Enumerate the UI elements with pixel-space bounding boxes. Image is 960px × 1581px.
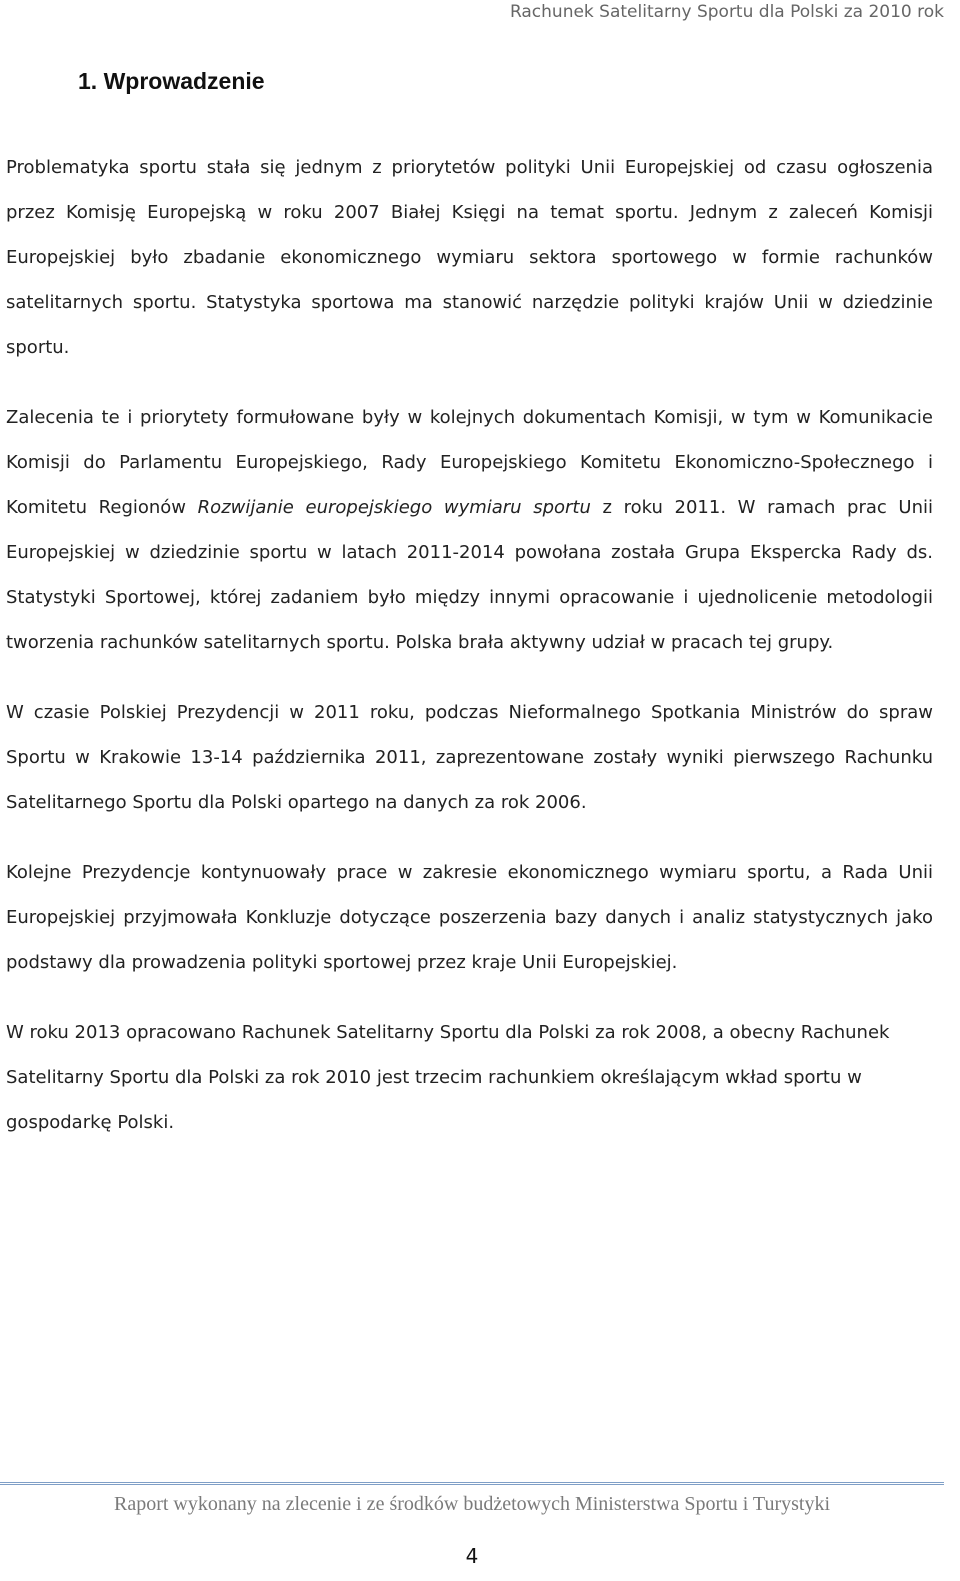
section-title: 1. Wprowadzenie bbox=[78, 68, 265, 94]
paragraph-2 bbox=[6, 395, 933, 665]
footer-text: Raport wykonany na zlecenie i ze środków budżetowych Ministerstwa Sportu i Turystyki bbox=[114, 1493, 830, 1515]
document-title-italic: Rozwijanie europejskiego wymiaru sportu bbox=[197, 497, 591, 518]
paragraph-4: Kolejne Prezydencje kontynuowały prace w zakresie ekonomicznego wymiaru sportu, a Rada Unii Europejskiej przyjmowała Konkluzje dotyczące poszerzenia bazy danych i analiz statystycznych jako podstawy dla prowadzenia polityki sportowej przez kraje Unii Europejskiej. bbox=[6, 862, 933, 973]
paragraph-3: W czasie Polskiej Prezydencji w 2011 roku, podczas Nieformalnego Spotkania Ministrów do spraw Sportu w Krakowie 13-14 października 2011, zaprezentowane zostały wyniki pierwszego Rachunku Satelitarnego Sportu dla Polski opartego na danych za rok 2006. bbox=[6, 702, 933, 813]
footer-divider bbox=[0, 1482, 944, 1485]
paragraph-5: W roku 2013 opracowano Rachunek Satelitarny Sportu dla Polski za rok 2008, a obecny Rachunek Satelitarny Sportu dla Polski za rok 2010 jest trzecim rachunkiem określającym wkład sportu w gospodarkę Polski. bbox=[6, 1022, 890, 1133]
paragraph-2-part-2: z roku 2011. W ramach prac Unii Europejskiej w dziedzinie sportu w latach 2011-2014 powołana została Grupa Ekspercka Rady ds. Statystyki Sportowej, której zadaniem było między innymi opracowanie i ujednolicenie metodologii tworzenia rachunków satelitarnych sportu. Polska brała aktywny udział w pracach tej grupy. bbox=[6, 497, 934, 653]
paragraph-2-part-1: Zalecenia te i priorytety formułowane były w kolejnych dokumentach Komisji, w tym w Komunikacie Komisji do Parlamentu Europejskiego, Rady Europejskiego Komitetu Ekonomiczno-Społecznego i Komitetu Regionów bbox=[6, 407, 933, 518]
page-number: 4 bbox=[465, 1544, 479, 1568]
body-text bbox=[6, 145, 933, 1170]
running-header: Rachunek Satelitarny Sportu dla Polski za 2010 rok bbox=[509, 2, 944, 22]
paragraph-1: Problematyka sportu stała się jednym z priorytetów polityki Unii Europejskiej od czasu ogłoszenia przez Komisję Europejską w roku 2007 Białej Księgi na temat sportu. Jednym z zaleceń Komisji Europejskiej było zbadanie ekonomicznego wymiaru sektora sportowego w formie rachunków satelitarnych sportu. Statystyka sportowa ma stanowić narzędzie polityki krajów Unii w dziedzinie sportu. bbox=[6, 157, 933, 358]
